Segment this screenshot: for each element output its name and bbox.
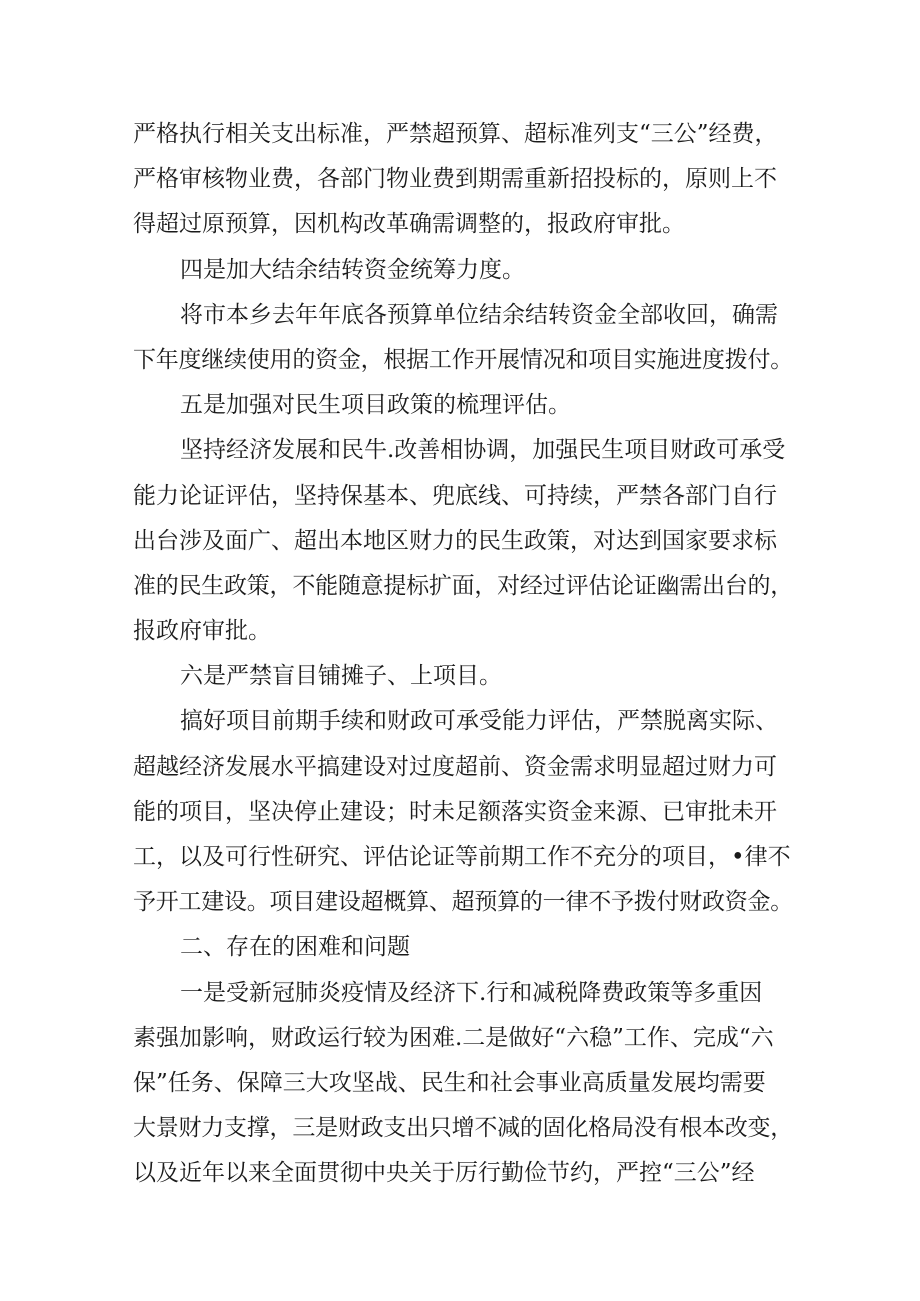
paragraph-line: 超越经济发展水平搞建设对过度超前、资金需求明显超过财力可	[133, 753, 777, 780]
paragraph-line: 大景财力支撑，三是财政支出只增不减的固化格局没有根本改变，	[133, 1115, 794, 1142]
paragraph-first-line: 二、存在的困难和问题	[180, 934, 410, 961]
paragraph-line: 报政府审批。	[133, 618, 271, 645]
paragraph-first-line: 坚持经济发展和民牛.改善相协调，加强民生项目财政可承受	[180, 437, 786, 464]
paragraph-line: 素强加影响，财政运行较为困难.二是做好“六稳”工作、完成“六	[133, 1024, 774, 1051]
paragraph-line: 能的项目，坚决停止建设；时未足额落实资金来源、已审批未开	[133, 798, 777, 825]
paragraph-line: 以及近年以来全面贯彻中央关于厉行勤俭节约，严控“三公”经	[133, 1160, 755, 1187]
paragraph-first-line: 六是严禁盲目铺摊子、上项目。	[180, 663, 502, 690]
paragraph-first-line: 五是加强对民生项目政策的梳理评估。	[180, 392, 571, 419]
paragraph-line: 出台涉及面广、超出本地区财力的民生政策，对达到国家要求标	[133, 527, 777, 554]
paragraph-line: 得超过原预算，因机构改革确需调整的，报政府审批。	[133, 211, 685, 238]
paragraph-line: 能力论证评估，坚持保基本、兜底线、可持续，严禁各部门自行	[133, 482, 777, 509]
paragraph-first-line: 将市本乡去年年底各预算单位结余结转资金全部收回，确需	[180, 301, 778, 328]
paragraph-line: 准的民生政策，不能随意提标扩面，对经过评估论证幽需出台的，	[133, 572, 794, 599]
paragraph-first-line: 一是受新冠肺炎疫情及经济下.行和减税降费政策等多重因	[180, 979, 763, 1006]
paragraph-line: 保”任务、保障三大攻坚战、民生和社会事业高质量发展均需要	[133, 1069, 766, 1096]
paragraph-first-line: 四是加大结余结转资金统筹力度。	[180, 256, 525, 283]
document-body	[133, 112, 793, 1197]
paragraph-line: 工，以及可行性研究、评估论证等前期工作不充分的项目，•律不	[133, 844, 791, 870]
paragraph-line: 予开工建设。项目建设超概算、超预算的一律不予拨付财政资金。	[133, 889, 794, 916]
paragraph-first-line: 搞好项目前期手续和财政可承受能力评估，严禁脱离实际、	[180, 708, 778, 735]
paragraph-line: 下年度继续使用的资金，根据工作开展情况和项目实施进度拨付。	[133, 346, 794, 373]
paragraph-line: 严格审核物业费，各部门物业费到期需重新招投标的，原则上不	[133, 166, 777, 193]
paragraph-line: 严格执行相关支出标准，严禁超预算、超标准列支“三公”经费，	[133, 121, 778, 147]
